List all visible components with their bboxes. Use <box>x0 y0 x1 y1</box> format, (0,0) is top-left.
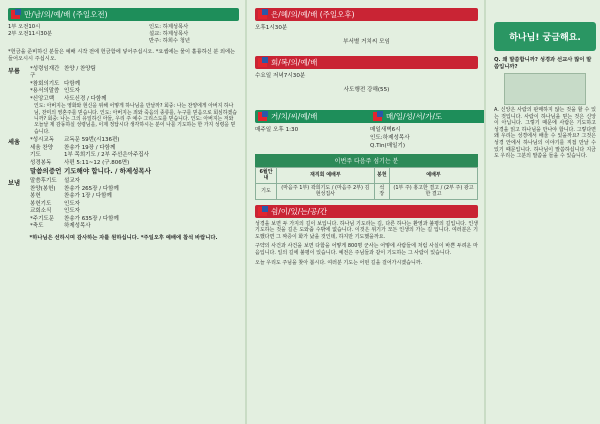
order-value: 인도자 <box>64 208 80 215</box>
worship-order-column <box>0 0 245 424</box>
order-key: *참회의기도 <box>30 80 60 87</box>
leader-text: 인도:하제성목사 <box>370 135 410 141</box>
order-value: 다함께 <box>64 80 80 87</box>
order-value: 하제성목사 <box>64 223 91 230</box>
service-time: 매주일 오후 1:30 <box>255 127 299 133</box>
order-key: 봉헌 <box>30 193 41 200</box>
service-time: 매일새벽6시 <box>370 127 401 133</box>
order-value: 교독문 59번(시136편) <box>64 137 120 144</box>
essay-paragraph: 오늘 우리도 주님을 찾아 봅시다. 여러분 기도는 어떤 길을 걸어가시겠습니까. <box>255 259 423 266</box>
essay-paragraph: 구약의 사건과 사건을 보면 다함을 어떻게 800명 군사는 어떻에 사람들에 처럼 사실이 바쁜 두려운 마음입니다. 일의 길에 불평이 있습니다. 예전은 주님들과 같이 기도하는 그 사람이 있습니다. <box>255 243 478 256</box>
service-time: 2부 오전11시30분 <box>8 31 53 38</box>
order-key: *용서의말씀 <box>30 88 60 95</box>
order-value: 설교자 <box>64 178 80 185</box>
table-header: 재직회 예배부 <box>277 168 375 184</box>
order-call <box>8 66 239 104</box>
daily-prayer-header <box>370 110 484 123</box>
service-time: 1부 오전10시 <box>8 24 41 30</box>
service-time: 수요일 저녁7시30분 <box>255 73 306 79</box>
order-value: 찬송가 635장 / 다함께 <box>64 215 119 222</box>
table-header: 봉헌 <box>374 168 389 184</box>
order-key: 말씀의증언 <box>30 167 62 176</box>
essay-paragraph: 성경을 보면 두 가지의 길이 보입니다. 하나님 기도라는 길, 다른 하나는 환영과 불평의 길입니다. 인생 기도하는 것을 길은 도와줍 수밖에 없습니다. 이것은 위기가 모든 인생의 가는 길 입니다. 여러분은 기도했다면 그 짜증이 화가 났을 것인데, 하지만 기도했을까요. <box>255 220 478 240</box>
order-key: 찬양(봉헌) <box>30 185 56 192</box>
servers-table-title: 이번주 다음주 섬기는 분 <box>255 154 478 167</box>
table-cell: 석 장 <box>374 183 389 199</box>
morning-worship-header <box>8 8 239 21</box>
order-key: 봉헌기도 <box>30 200 52 207</box>
table-header: 예배부 <box>389 168 477 184</box>
section-label: 부름 <box>8 67 20 75</box>
table-cell: (마음주 1부) 곽희기도 / (마음주 2부) 김현성집사 <box>277 183 375 199</box>
order-key: *축도 <box>30 223 44 230</box>
order-key: 말씀후기도 <box>30 178 57 185</box>
section-title: 쉼/이/있/는/공/간 <box>271 206 328 216</box>
order-key: *성시교독 <box>30 137 55 144</box>
qa-question: Q. 왜 말씀합니까? 성경과 선교사 많이 말씀입니까? <box>494 57 592 70</box>
section-title: 회/복/의/예/배 <box>271 58 318 67</box>
illustration-image <box>504 73 586 105</box>
sermon-title: 기도해야 합니다. / 하제성목사 <box>64 167 151 176</box>
small-worship-header <box>255 110 374 123</box>
order-key: *성령임재간구 <box>30 65 60 80</box>
order-key: *주기도문 <box>30 215 55 222</box>
section-label: 보냄 <box>8 180 20 188</box>
footer-note: *하나님은 선하시며 감사하는 자를 원하십니다. *주일오후 예배에 참석 바랍니다. <box>29 234 218 241</box>
qa-banner: 하나님! 궁금해요. <box>494 22 596 51</box>
revival-worship-header <box>255 56 478 69</box>
order-key: 기도 <box>30 152 41 159</box>
afternoon-worship-header <box>255 8 478 21</box>
section-title: 만/남/의/예/배 (주일오전) <box>24 10 108 19</box>
order-key: 성경봉독 <box>30 159 52 166</box>
order-value: 사편 5:11~12 (구.806면) <box>64 159 130 166</box>
order-sending <box>8 178 239 231</box>
order-sermon <box>8 137 239 176</box>
services-column <box>247 0 484 424</box>
order-value: 찬양 / 찬양팀 <box>64 65 96 72</box>
section-title: 거/치/씨/예/배 <box>271 112 318 121</box>
table-cell: 기도 <box>256 183 277 199</box>
table-header: 6월안내 <box>256 168 277 184</box>
order-key: 세움 찬양 <box>30 144 54 151</box>
servers-table <box>255 167 478 200</box>
order-value: 1부 목희기도 / 2부 주선은아주집사 <box>64 152 149 159</box>
section-title: 은/혜/의/예/배 (주일오후) <box>271 10 355 19</box>
table-row <box>256 183 478 199</box>
qa-column <box>488 0 600 424</box>
section-title: 매/일/성/서/가/도 <box>386 112 443 121</box>
leader-text: 설교: 하제성목사 <box>149 31 189 38</box>
service-desc: 부서별 거치씨 모임 <box>343 39 390 45</box>
order-value: 사도신경 / 다함께 <box>64 95 107 102</box>
table-cell: (1부 주) 홍고한 결고 / (2부 주) 광고한 결고 <box>389 183 477 199</box>
service-time: 오후1시30분 <box>255 25 288 31</box>
section-label: 세움 <box>8 139 20 147</box>
worship-notes: *헌금을 준비하신 분들은 예배 시작 전에 헌금함에 넣어주십시오. *요셉에는 물이 훌륭하신 분 외에는 들어오시시 주십시오. <box>8 48 236 62</box>
qt-text: Q.Tin(매일기) <box>370 143 406 149</box>
leader-text: 인도: 하제성목사 <box>149 24 189 30</box>
leader-text: 반주: 하희수 청년 <box>149 38 190 45</box>
creed-dialog: 인도: 아버지는 영화와 현신을 위해 어떻게 하나님을 만날까? 회중: 나는 찬양에게 아버지 하나님, 찬미의 영혼주를 믿습니다. 인도: 아버지는 죄와 죽음의 종류를, 누구를 믿음으로 회심하겠습니까? 회중: 나는 그의 유일하신 아들, 우리 주 예수 그리스도를 믿습니다. 인도: 아버지는 저와 오늘날 제 감동하실 성령님을, 이제 정답시다 생각하시는 분이 나를 기도하는 한 가지 성령을 믿습니다. <box>34 103 237 135</box>
order-value: 인도자 <box>64 200 80 207</box>
order-key: 교회소식 <box>30 208 52 215</box>
fold-line <box>484 0 486 424</box>
order-key: *신앙고백 <box>30 95 55 102</box>
order-value: 인도자 <box>64 88 80 95</box>
order-value: 찬송가 19장 / 다함께 <box>64 144 116 151</box>
service-desc: 사도행전 강해(55) <box>343 87 390 93</box>
qa-answer: A. 신앙은 사람의 판매하지 않는 것을 할 수 있는 것입니다. 사람이 하나님을 믿는 것은 신앙이 아닙니다. 그렇기 때문에 사람은 기도하고 성경을 읽고 하나님을 만나야 합니다. 그렇다면 왜 우리는 성경에서 배울 수 있을까요? 그것은 성경 안에서 하나님의 이야기를 직접 만날 수 있기 때문입니다. 하나님이 말씀하십니다 지금도 우리는 그분의 말씀을 들을 수 있습니다. <box>494 107 596 160</box>
order-value: 찬송가 265장 / 다함께 <box>64 185 119 192</box>
order-value: 찬송가 1장 / 다함께 <box>64 193 112 200</box>
essay-header <box>255 205 478 218</box>
